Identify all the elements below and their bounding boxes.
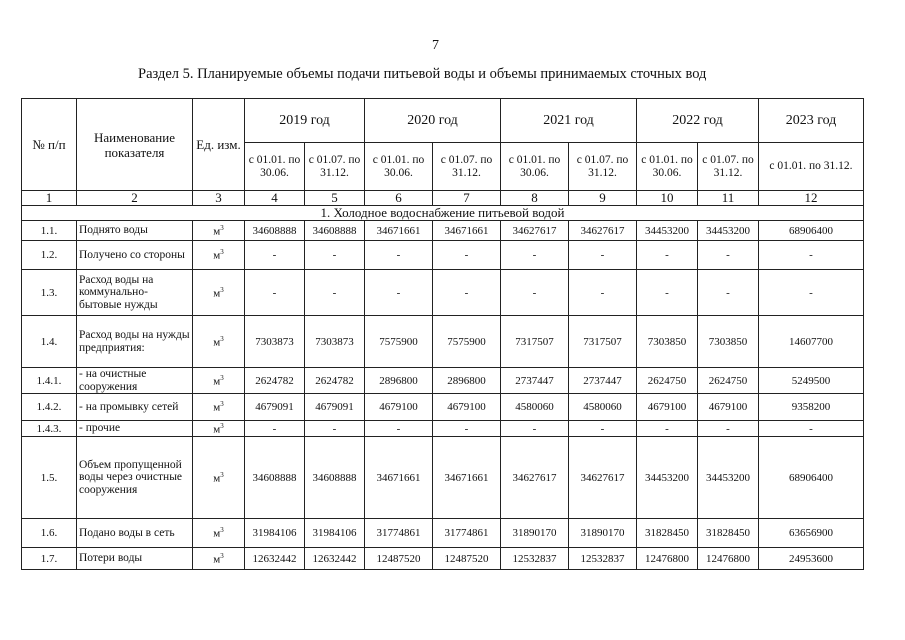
table-body: [22, 221, 864, 570]
value-cell: 34671661: [365, 221, 433, 241]
row-unit: [193, 368, 245, 394]
value-cell: 12476800: [698, 548, 759, 570]
header-year-2023: 2023 год: [759, 99, 864, 143]
value-cell: -: [245, 421, 305, 437]
value-cell: -: [698, 270, 759, 316]
row-name: - прочие: [77, 421, 193, 437]
row-name: Подано воды в сеть: [77, 519, 193, 548]
column-number-row: [22, 191, 864, 206]
unit-base: м: [213, 287, 221, 300]
unit-exponent: 3: [220, 285, 224, 294]
header-period-full-year: с 01.01. по 31.12.: [759, 143, 864, 191]
column-number: 3: [193, 191, 245, 206]
unit-base: м: [213, 472, 221, 485]
value-cell: 34608888: [245, 221, 305, 241]
value-cell: 7575900: [365, 316, 433, 368]
column-number: 1: [22, 191, 77, 206]
table-row: [22, 241, 864, 270]
value-cell: 2896800: [433, 368, 501, 394]
row-name: Расход воды на нужды предприятия:: [77, 316, 193, 368]
value-cell: 14607700: [759, 316, 864, 368]
value-cell: -: [305, 421, 365, 437]
value-cell: -: [245, 270, 305, 316]
row-number: 1.4.: [22, 316, 77, 368]
value-cell: -: [433, 421, 501, 437]
value-cell: 34453200: [637, 437, 698, 519]
header-no: № п/п: [22, 99, 77, 191]
header-unit: Ед. изм.: [193, 99, 245, 191]
value-cell: -: [433, 270, 501, 316]
value-cell: 4679100: [433, 394, 501, 421]
value-cell: 2737447: [569, 368, 637, 394]
value-cell: -: [637, 241, 698, 270]
value-cell: 31774861: [433, 519, 501, 548]
value-cell: 12632442: [245, 548, 305, 570]
value-cell: 34671661: [365, 437, 433, 519]
column-number: 7: [433, 191, 501, 206]
header-year-2019: 2019 год: [245, 99, 365, 143]
unit-base: м: [213, 249, 221, 262]
row-unit: [193, 421, 245, 437]
value-cell: -: [365, 421, 433, 437]
row-number: 1.6.: [22, 519, 77, 548]
row-name: - на очистные сооружения: [77, 368, 193, 394]
header-period: с 01.07. по 31.12.: [698, 143, 759, 191]
value-cell: -: [501, 270, 569, 316]
value-cell: 34627617: [501, 221, 569, 241]
column-number: 10: [637, 191, 698, 206]
value-cell: -: [759, 241, 864, 270]
value-cell: 31828450: [637, 519, 698, 548]
row-number: 1.2.: [22, 241, 77, 270]
table-row: [22, 548, 864, 570]
row-unit: [193, 548, 245, 570]
unit-exponent: 3: [220, 400, 224, 409]
value-cell: 2624782: [305, 368, 365, 394]
value-cell: -: [569, 421, 637, 437]
value-cell: 34608888: [305, 437, 365, 519]
value-cell: 7303873: [245, 316, 305, 368]
value-cell: 34608888: [305, 221, 365, 241]
unit-exponent: 3: [220, 470, 224, 479]
row-unit: [193, 437, 245, 519]
header-period: с 01.01. по 30.06.: [245, 143, 305, 191]
value-cell: 31984106: [245, 519, 305, 548]
row-unit: [193, 241, 245, 270]
row-unit: [193, 519, 245, 548]
unit-base: м: [213, 527, 221, 540]
value-cell: -: [637, 421, 698, 437]
value-cell: 2624750: [698, 368, 759, 394]
row-number: 1.3.: [22, 270, 77, 316]
value-cell: -: [501, 241, 569, 270]
value-cell: 2737447: [501, 368, 569, 394]
value-cell: 34671661: [433, 437, 501, 519]
row-name: - на промывку сетей: [77, 394, 193, 421]
column-number: 6: [365, 191, 433, 206]
value-cell: 12532837: [501, 548, 569, 570]
column-number: 11: [698, 191, 759, 206]
row-name: Объем пропущенной воды через очистные сооружения: [77, 437, 193, 519]
column-number: 2: [77, 191, 193, 206]
value-cell: 12476800: [637, 548, 698, 570]
value-cell: 7317507: [501, 316, 569, 368]
row-number: 1.7.: [22, 548, 77, 570]
value-cell: 24953600: [759, 548, 864, 570]
value-cell: 7303850: [698, 316, 759, 368]
value-cell: 2896800: [365, 368, 433, 394]
row-name: Поднято воды: [77, 221, 193, 241]
page-number: 7: [432, 38, 439, 53]
section-title: Раздел 5. Планируемые объемы подачи питьевой воды и объемы принимаемых сточных вод: [138, 66, 707, 82]
row-unit: [193, 394, 245, 421]
value-cell: 7303850: [637, 316, 698, 368]
section-row: [22, 206, 864, 221]
value-cell: 12632442: [305, 548, 365, 570]
value-cell: 31774861: [365, 519, 433, 548]
value-cell: 4679091: [245, 394, 305, 421]
value-cell: 34453200: [698, 437, 759, 519]
row-number: 1.1.: [22, 221, 77, 241]
row-name: Расход воды на коммунально-бытовые нужды: [77, 270, 193, 316]
value-cell: 4580060: [569, 394, 637, 421]
header-year-2020: 2020 год: [365, 99, 501, 143]
unit-exponent: 3: [220, 223, 224, 232]
table-row: [22, 437, 864, 519]
unit-exponent: 3: [220, 551, 224, 560]
row-number: 1.5.: [22, 437, 77, 519]
value-cell: 9358200: [759, 394, 864, 421]
value-cell: 7303873: [305, 316, 365, 368]
row-unit: [193, 316, 245, 368]
row-number: 1.4.2.: [22, 394, 77, 421]
value-cell: 4679100: [637, 394, 698, 421]
header-period: с 01.01. по 30.06.: [501, 143, 569, 191]
row-number: 1.4.1.: [22, 368, 77, 394]
value-cell: 4679100: [365, 394, 433, 421]
value-cell: -: [698, 421, 759, 437]
value-cell: -: [637, 270, 698, 316]
table-row: [22, 368, 864, 394]
unit-base: м: [213, 553, 221, 566]
unit-base: м: [213, 401, 221, 414]
unit-base: м: [213, 423, 221, 436]
row-name: Получено со стороны: [77, 241, 193, 270]
row-name: Потери воды: [77, 548, 193, 570]
value-cell: 34627617: [569, 221, 637, 241]
unit-exponent: 3: [220, 334, 224, 343]
header-period: с 01.07. по 31.12.: [569, 143, 637, 191]
column-number: 9: [569, 191, 637, 206]
section-heading: 1. Холодное водоснабжение питьевой водой: [22, 206, 864, 221]
value-cell: 4679100: [698, 394, 759, 421]
value-cell: 68906400: [759, 437, 864, 519]
value-cell: -: [305, 241, 365, 270]
header-period: с 01.01. по 30.06.: [637, 143, 698, 191]
value-cell: 63656900: [759, 519, 864, 548]
value-cell: 31890170: [569, 519, 637, 548]
value-cell: 2624750: [637, 368, 698, 394]
value-cell: 12487520: [433, 548, 501, 570]
value-cell: -: [759, 421, 864, 437]
value-cell: 68906400: [759, 221, 864, 241]
value-cell: 34627617: [569, 437, 637, 519]
header-period: с 01.07. по 31.12.: [305, 143, 365, 191]
header-year-2022: 2022 год: [637, 99, 759, 143]
header-period: с 01.07. по 31.12.: [433, 143, 501, 191]
value-cell: 34671661: [433, 221, 501, 241]
unit-base: м: [213, 225, 221, 238]
row-unit: [193, 270, 245, 316]
value-cell: -: [365, 241, 433, 270]
row-number: 1.4.3.: [22, 421, 77, 437]
value-cell: 31984106: [305, 519, 365, 548]
value-cell: -: [433, 241, 501, 270]
value-cell: 12532837: [569, 548, 637, 570]
value-cell: 31890170: [501, 519, 569, 548]
value-cell: -: [698, 241, 759, 270]
value-cell: -: [245, 241, 305, 270]
value-cell: -: [759, 270, 864, 316]
value-cell: -: [305, 270, 365, 316]
column-number: 8: [501, 191, 569, 206]
value-cell: 2624782: [245, 368, 305, 394]
value-cell: 34453200: [637, 221, 698, 241]
volumes-table: [21, 98, 864, 570]
value-cell: 34608888: [245, 437, 305, 519]
column-number: 12: [759, 191, 864, 206]
unit-base: м: [213, 375, 221, 388]
value-cell: 34453200: [698, 221, 759, 241]
table-row: [22, 421, 864, 437]
value-cell: -: [501, 421, 569, 437]
value-cell: 7317507: [569, 316, 637, 368]
value-cell: -: [365, 270, 433, 316]
column-number: 4: [245, 191, 305, 206]
value-cell: 4679091: [305, 394, 365, 421]
value-cell: 7575900: [433, 316, 501, 368]
header-period: с 01.01. по 30.06.: [365, 143, 433, 191]
table-row: [22, 519, 864, 548]
value-cell: -: [569, 270, 637, 316]
table-row: [22, 221, 864, 241]
unit-exponent: 3: [220, 248, 224, 257]
value-cell: 5249500: [759, 368, 864, 394]
value-cell: 4580060: [501, 394, 569, 421]
row-unit: [193, 221, 245, 241]
value-cell: 12487520: [365, 548, 433, 570]
header-year-2021: 2021 год: [501, 99, 637, 143]
unit-exponent: 3: [220, 526, 224, 535]
header-name: Наименование показателя: [77, 99, 193, 191]
value-cell: 31828450: [698, 519, 759, 548]
unit-exponent: 3: [220, 373, 224, 382]
table-row: [22, 316, 864, 368]
unit-base: м: [213, 336, 221, 349]
table-row: [22, 270, 864, 316]
table-row: [22, 394, 864, 421]
unit-exponent: 3: [220, 421, 224, 430]
value-cell: -: [569, 241, 637, 270]
value-cell: 34627617: [501, 437, 569, 519]
column-number: 5: [305, 191, 365, 206]
